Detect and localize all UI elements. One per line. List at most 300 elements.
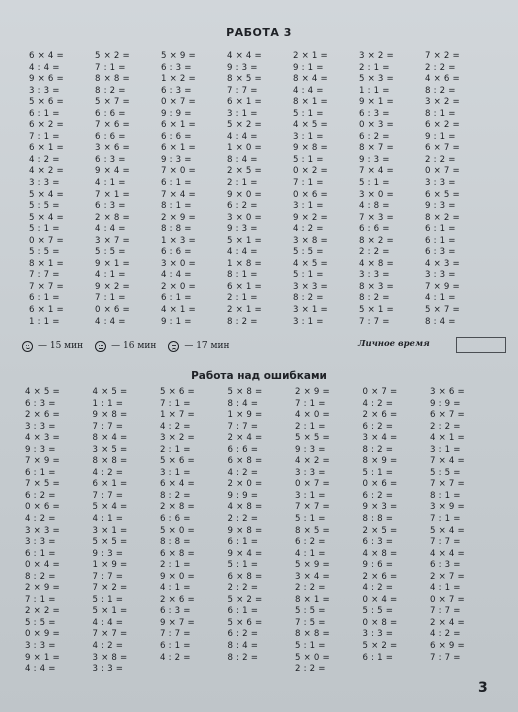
exercise-item: 7 : 1 = — [295, 398, 326, 409]
exercise-item: 5 × 7 = — [95, 97, 130, 108]
exercise-item: 3 : 1 = — [227, 108, 258, 119]
exercise-item: 6 : 3 = — [160, 606, 191, 617]
exercise-column — [228, 387, 296, 676]
exercise-item: 8 : 4 = — [227, 398, 259, 409]
exercise-item: 3 × 2 = — [359, 51, 394, 61]
exercise-item: 6 × 7 = — [425, 143, 460, 154]
exercise-item: 6 : 2 = — [295, 537, 326, 548]
exercise-item: 1 : 1 = — [92, 398, 124, 409]
exercise-item: 7 : 1 = — [430, 514, 461, 525]
exercise-item: 8 : 8 = — [161, 224, 192, 235]
exercise-item: 7 × 9 = — [425, 281, 460, 292]
exercise-item: 4 × 1 = — [430, 433, 465, 444]
exercise-item: 8 × 2 = — [425, 212, 460, 223]
exercise-item: 4 × 4 = — [227, 51, 262, 61]
exercise-item: 6 : 6 = — [95, 108, 126, 119]
exercise-item: 0 × 4 = — [25, 560, 60, 571]
exercise-column — [93, 387, 161, 676]
exercise-item: 2 × 9 = — [25, 583, 60, 594]
exercise-item: 7 × 7 = — [295, 502, 330, 513]
exercise-item: 2 : 1 = — [160, 560, 191, 571]
exercise-item: 4 : 4 = — [227, 247, 258, 258]
exercise-item: 4 × 5 = — [293, 258, 328, 269]
exercise-item: 9 × 3 = — [362, 502, 398, 513]
exercise-item: 3 : 3 = — [425, 270, 456, 281]
exercise-item: 9 × 8 = — [92, 410, 128, 421]
exercise-item: 5 : 1 = — [92, 594, 124, 605]
exercise-item: 1 × 8 = — [227, 258, 262, 269]
exercise-item: 0 × 3 = — [359, 120, 394, 131]
exercise-item: 9 × 0 = — [160, 571, 195, 582]
legend-time-17: — 17 мин — [184, 341, 230, 351]
exercise-item: 6 : 3 = — [95, 154, 126, 165]
exercise-item: 8 : 2 = — [227, 316, 258, 327]
exercise-item: 5 × 1 = — [92, 606, 128, 617]
exercise-item: 9 : 1 = — [161, 316, 192, 327]
personal-time-label: Личное время — [358, 339, 430, 349]
exercise-item: 3 : 1 = — [293, 131, 324, 142]
exercise-item: 6 : 1 = — [425, 235, 456, 246]
exercise-item: 8 : 1 = — [161, 201, 192, 212]
exercise-item: 5 : 1 = — [362, 467, 394, 478]
exercise-item: 5 : 1 = — [359, 178, 390, 189]
errors-section-title: Работа над ошибками — [191, 370, 327, 382]
exercise-item: 9 × 1 = — [25, 652, 60, 663]
exercise-item: 6 × 1 = — [227, 281, 262, 292]
exercise-item: 8 × 5 = — [227, 74, 262, 85]
exercise-item: 2 × 2 = — [25, 606, 60, 617]
exercise-item: 9 : 1 = — [293, 62, 324, 73]
exercise-item: 8 : 2 = — [227, 652, 259, 663]
exercise-item: 5 × 1 = — [227, 235, 262, 246]
exercise-item: 2 × 8 = — [95, 212, 130, 223]
exercise-item: 0 × 4 = — [362, 594, 398, 605]
exercise-item: 4 × 5 = — [293, 120, 328, 131]
exercise-item: 4 × 0 = — [295, 410, 330, 421]
exercise-item: 7 : 7 = — [92, 571, 124, 582]
exercise-column — [227, 51, 293, 328]
exercise-item: 6 : 2 = — [25, 490, 56, 501]
exercise-item: 8 : 2 = — [362, 444, 394, 455]
exercise-item: 3 × 3 = — [25, 525, 60, 536]
exercise-item: 4 × 5 = — [92, 387, 128, 397]
exercise-item: 2 × 6 = — [362, 571, 398, 582]
legend-item-17 — [168, 341, 229, 352]
exercise-item: 4 × 8 = — [359, 258, 394, 269]
exercise-item: 7 × 5 = — [25, 479, 60, 490]
exercise-item: 7 : 7 = — [227, 85, 258, 96]
exercise-item: 5 : 1 = — [29, 224, 60, 235]
exercise-item: 4 : 1 = — [295, 548, 326, 559]
exercise-item: 6 × 7 = — [430, 410, 465, 421]
exercise-item: 6 : 1 = — [227, 606, 259, 617]
exercise-item: 2 × 5 = — [227, 166, 262, 177]
exercise-item: 7 × 0 = — [161, 166, 196, 177]
exercise-item: 0 × 6 = — [25, 502, 60, 513]
exercise-column — [359, 51, 425, 328]
exercise-item: 2 × 1 = — [227, 305, 262, 316]
exercise-item: 5 : 5 = — [25, 617, 56, 628]
exercise-item: 2 : 2 = — [430, 421, 461, 432]
exercise-item: 6 : 6 = — [161, 131, 192, 142]
exercise-item: 4 : 1 = — [425, 293, 456, 304]
exercise-item: 7 : 7 = — [160, 629, 191, 640]
exercise-item: 0 × 6 = — [362, 479, 398, 490]
exercise-item: 4 : 4 = — [227, 131, 258, 142]
legend-item-15 — [22, 341, 83, 352]
exercise-item: 4 × 2 = — [295, 456, 330, 467]
exercise-item: 8 × 4 = — [293, 74, 328, 85]
neutral-face-icon — [95, 341, 106, 352]
exercise-item: 5 : 5 = — [95, 247, 126, 258]
exercise-item: 5 × 0 = — [160, 525, 195, 536]
exercise-item: 5 × 3 = — [359, 74, 394, 85]
exercise-item: 5 × 4 = — [29, 212, 64, 223]
exercise-item: 4 : 2 = — [227, 467, 259, 478]
exercise-item: 3 × 3 = — [293, 281, 328, 292]
exercise-item: 4 : 2 = — [430, 629, 461, 640]
exercise-item: 3 × 1 = — [92, 525, 128, 536]
exercise-item: 2 : 2 = — [295, 664, 326, 675]
exercise-item: 3 × 4 = — [295, 571, 330, 582]
exercise-item: 2 × 8 = — [160, 502, 195, 513]
exercise-item: 0 × 7 = — [29, 235, 64, 246]
exercise-item: 8 × 5 = — [295, 525, 330, 536]
exercise-item: 7 : 1 = — [95, 293, 126, 304]
exercise-item: 4 : 2 = — [160, 421, 191, 432]
exercise-item: 7 × 3 = — [359, 212, 394, 223]
exercise-item: 6 × 4 = — [29, 51, 64, 61]
exercise-item: 6 : 3 = — [161, 85, 192, 96]
exercise-item: 3 : 3 = — [425, 178, 456, 189]
exercise-item: 2 : 2 = — [295, 583, 326, 594]
exercise-item: 6 : 6 = — [95, 131, 126, 142]
exercise-item: 7 × 2 = — [92, 583, 128, 594]
exercise-item: 3 × 7 = — [95, 235, 130, 246]
exercise-item: 2 × 0 = — [227, 479, 263, 490]
exercise-item: 1 × 9 = — [92, 560, 128, 571]
exercise-item: 9 × 6 = — [29, 74, 64, 85]
exercise-item: 0 × 7 = — [295, 479, 330, 490]
exercise-item: 8 × 1 = — [295, 594, 330, 605]
exercise-item: 3 : 3 = — [359, 270, 390, 281]
exercise-item: 7 : 5 = — [295, 617, 326, 628]
exercise-item: 1 : 1 = — [29, 316, 60, 327]
exercise-item: 9 × 0 = — [227, 189, 262, 200]
exercise-item: 4 : 8 = — [359, 201, 390, 212]
exercise-item: 6 × 1 = — [29, 143, 64, 154]
exercise-item: 0 × 8 = — [362, 617, 398, 628]
exercise-item: 4 : 4 = — [25, 664, 56, 675]
exercise-item: 5 : 1 = — [227, 560, 259, 571]
exercise-item: 4 : 1 = — [160, 583, 191, 594]
exercise-item: 3 : 1 = — [295, 490, 326, 501]
exercise-item: 5 : 5 = — [29, 247, 60, 258]
exercise-item: 9 : 3 = — [227, 62, 258, 73]
exercise-item: 0 × 7 = — [425, 166, 460, 177]
exercise-item: 6 × 5 = — [425, 189, 460, 200]
exercise-item: 8 : 4 = — [227, 154, 258, 165]
exercise-item: 3 : 3 = — [92, 664, 124, 675]
exercise-item: 7 : 7 = — [29, 270, 60, 281]
exercise-item: 1 × 2 = — [161, 74, 196, 85]
exercise-item: 4 : 1 = — [95, 178, 126, 189]
exercise-item: 9 × 4 = — [227, 548, 263, 559]
exercise-column — [95, 51, 161, 328]
exercise-item: 8 : 1 = — [425, 108, 456, 119]
exercise-item: 6 : 2 = — [362, 421, 394, 432]
exercise-item: 2 : 2 = — [425, 62, 456, 73]
exercise-item: 4 : 4 = — [293, 85, 324, 96]
exercise-item: 3 × 1 = — [293, 305, 328, 316]
exercise-item: 2 × 1 = — [293, 51, 328, 61]
exercise-item: 0 × 7 = — [362, 387, 398, 397]
exercise-item: 5 × 2 = — [362, 641, 398, 652]
exercise-item: 5 : 5 = — [430, 467, 461, 478]
exercise-item: 5 × 6 = — [227, 617, 263, 628]
exercise-item: 0 × 9 = — [25, 629, 60, 640]
exercise-item: 8 × 1 = — [293, 97, 328, 108]
exercise-item: 6 : 1 = — [29, 293, 60, 304]
exercise-item: 3 : 3 = — [29, 85, 60, 96]
exercise-item: 0 × 7 = — [430, 594, 465, 605]
errors-exercise-grid — [25, 387, 498, 676]
exercise-item: 3 : 1 = — [430, 444, 461, 455]
work-title: РАБОТА 3 — [226, 26, 292, 39]
exercise-item: 3 : 1 = — [293, 316, 324, 327]
exercise-item: 3 × 6 = — [430, 387, 465, 397]
exercise-item: 4 × 8 = — [227, 502, 263, 513]
exercise-item: 6 : 1 = — [160, 641, 191, 652]
exercise-item: 7 × 2 = — [425, 51, 460, 61]
exercise-item: 9 : 3 = — [161, 154, 192, 165]
page-number: 3 — [478, 680, 488, 696]
exercise-item: 3 : 3 = — [362, 629, 394, 640]
exercise-item: 9 : 3 = — [295, 444, 326, 455]
exercise-item: 7 : 1 = — [29, 131, 60, 142]
exercise-item: 0 × 6 = — [293, 189, 328, 200]
exercise-item: 5 × 2 = — [95, 51, 130, 61]
exercise-item: 5 × 6 = — [160, 387, 195, 397]
exercise-item: 6 : 3 = — [95, 201, 126, 212]
exercise-item: 5 × 5 = — [295, 433, 330, 444]
exercise-item: 6 × 1 = — [227, 97, 262, 108]
work3-exercise-grid — [29, 51, 491, 328]
personal-time-box[interactable] — [456, 337, 506, 353]
exercise-item: 9 × 2 = — [293, 212, 328, 223]
exercise-item: 6 : 1 = — [227, 537, 259, 548]
exercise-item: 3 : 3 = — [25, 641, 56, 652]
exercise-item: 6 : 3 = — [430, 560, 461, 571]
exercise-item: 6 × 9 = — [430, 641, 465, 652]
exercise-item: 2 × 9 = — [161, 212, 196, 223]
exercise-item: 5 : 5 = — [29, 201, 60, 212]
exercise-item: 4 : 4 = — [161, 270, 192, 281]
exercise-item: 7 : 7 = — [430, 606, 461, 617]
exercise-item: 3 × 0 = — [227, 212, 262, 223]
exercise-item: 3 × 0 = — [161, 258, 196, 269]
exercise-item: 3 : 3 = — [25, 537, 56, 548]
sad-face-icon — [168, 341, 179, 352]
exercise-column — [161, 51, 227, 328]
exercise-column — [430, 387, 498, 676]
exercise-item: 5 : 1 = — [295, 641, 326, 652]
exercise-item: 9 × 8 = — [227, 525, 263, 536]
exercise-item: 6 × 8 = — [227, 571, 263, 582]
exercise-item: 1 × 3 = — [161, 235, 196, 246]
exercise-item: 9 : 3 = — [92, 548, 124, 559]
exercise-item: 4 × 5 = — [25, 387, 60, 397]
exercise-item: 5 × 5 = — [92, 537, 128, 548]
exercise-item: 7 × 9 = — [25, 456, 60, 467]
exercise-item: 8 : 1 = — [227, 270, 258, 281]
exercise-item: 6 × 2 = — [425, 120, 460, 131]
exercise-item: 9 : 9 = — [430, 398, 461, 409]
exercise-item: 2 × 0 = — [161, 281, 196, 292]
exercise-item: 4 × 8 = — [362, 548, 398, 559]
exercise-column — [160, 387, 228, 676]
exercise-item: 2 : 1 = — [295, 421, 326, 432]
exercise-item: 9 : 3 = — [25, 444, 56, 455]
exercise-item: 6 × 8 = — [160, 548, 195, 559]
exercise-item: 5 : 5 = — [293, 247, 324, 258]
exercise-item: 4 : 2 = — [25, 514, 56, 525]
exercise-item: 7 : 1 = — [293, 178, 324, 189]
exercise-item: 4 × 1 = — [161, 305, 196, 316]
exercise-item: 8 × 9 = — [362, 456, 398, 467]
exercise-item: 4 : 2 = — [160, 652, 191, 663]
exercise-column — [29, 51, 95, 328]
exercise-item: 3 × 0 = — [359, 189, 394, 200]
exercise-item: 2 × 5 = — [362, 525, 398, 536]
exercise-item: 6 : 1 = — [425, 224, 456, 235]
smiley-icon — [22, 341, 33, 352]
exercise-item: 4 × 2 = — [29, 166, 64, 177]
exercise-item: 4 × 4 = — [430, 548, 465, 559]
exercise-item: 8 × 2 = — [359, 235, 394, 246]
exercise-item: 2 : 1 = — [359, 62, 390, 73]
exercise-item: 7 : 7 = — [92, 490, 124, 501]
exercise-item: 3 × 8 = — [92, 652, 128, 663]
exercise-item: 7 : 7 = — [92, 421, 124, 432]
exercise-item: 2 × 4 = — [227, 433, 263, 444]
exercise-item: 4 : 2 = — [92, 641, 124, 652]
exercise-item: 2 : 1 = — [227, 293, 258, 304]
exercise-column — [295, 387, 363, 676]
exercise-item: 2 × 6 = — [160, 594, 195, 605]
exercise-item: 6 : 6 = — [160, 514, 191, 525]
exercise-item: 6 × 1 = — [161, 143, 196, 154]
exercise-item: 6 : 1 = — [161, 293, 192, 304]
exercise-item: 3 × 9 = — [430, 502, 465, 513]
exercise-item: 5 : 1 = — [295, 514, 326, 525]
exercise-item: 4 : 2 = — [293, 224, 324, 235]
exercise-item: 5 × 4 = — [430, 525, 465, 536]
exercise-item: 7 : 7 = — [430, 652, 461, 663]
exercise-item: 5 × 1 = — [359, 305, 394, 316]
exercise-item: 9 : 3 = — [359, 154, 390, 165]
exercise-item: 4 × 6 = — [425, 74, 460, 85]
exercise-item: 3 × 2 = — [425, 97, 460, 108]
exercise-item: 3 : 3 = — [29, 178, 60, 189]
legend-time-15: — 15 мин — [38, 341, 84, 351]
exercise-item: 2 : 2 = — [359, 247, 390, 258]
exercise-item: 3 × 4 = — [362, 433, 398, 444]
exercise-item: 4 : 2 = — [29, 154, 60, 165]
time-legend — [22, 337, 492, 355]
legend-item-16 — [95, 341, 156, 352]
exercise-item: 0 × 6 = — [95, 305, 130, 316]
exercise-column — [425, 51, 491, 328]
exercise-item: 7 : 1 = — [95, 62, 126, 73]
exercise-item: 7 × 7 = — [29, 281, 64, 292]
exercise-item: 9 × 8 = — [293, 143, 328, 154]
exercise-item: 2 : 2 = — [227, 583, 259, 594]
exercise-item: 5 : 1 = — [293, 154, 324, 165]
exercise-item: 5 : 1 = — [293, 270, 324, 281]
exercise-item: 5 × 7 = — [425, 305, 460, 316]
exercise-item: 8 × 8 = — [295, 629, 330, 640]
exercise-item: 3 : 1 = — [160, 467, 191, 478]
exercise-item: 6 : 1 = — [161, 178, 192, 189]
exercise-item: 5 × 9 = — [295, 560, 330, 571]
exercise-item: 8 × 8 = — [95, 74, 130, 85]
exercise-item: 1 × 7 = — [160, 410, 195, 421]
exercise-item: 6 : 2 = — [359, 131, 390, 142]
exercise-item: 6 : 2 = — [362, 490, 394, 501]
exercise-item: 9 : 9 = — [161, 108, 192, 119]
exercise-column — [293, 51, 359, 328]
exercise-item: 3 : 3 = — [295, 467, 326, 478]
exercise-item: 7 : 1 = — [25, 594, 56, 605]
exercise-item: 4 × 3 = — [425, 258, 460, 269]
exercise-item: 7 : 7 = — [227, 421, 259, 432]
exercise-item: 4 : 4 = — [92, 617, 124, 628]
exercise-item: 5 × 4 = — [92, 502, 128, 513]
exercise-item: 6 : 1 = — [362, 652, 394, 663]
exercise-item: 2 × 7 = — [430, 571, 465, 582]
exercise-item: 7 × 7 = — [430, 479, 465, 490]
exercise-item: 6 × 1 = — [29, 305, 64, 316]
exercise-item: 4 × 3 = — [25, 433, 60, 444]
exercise-item: 5 × 2 = — [227, 120, 262, 131]
exercise-item: 9 : 6 = — [362, 560, 394, 571]
exercise-column — [363, 387, 431, 676]
exercise-item: 6 : 3 = — [425, 247, 456, 258]
exercise-item: 6 : 3 = — [161, 62, 192, 73]
exercise-item: 8 : 8 = — [362, 514, 394, 525]
exercise-item: 8 : 2 = — [425, 85, 456, 96]
exercise-item: 6 : 6 = — [161, 247, 192, 258]
exercise-item: 8 × 8 = — [92, 456, 128, 467]
exercise-item: 4 : 4 = — [95, 316, 126, 327]
exercise-item: 2 : 2 = — [227, 514, 259, 525]
exercise-item: 5 : 1 = — [293, 108, 324, 119]
exercise-item: 1 × 9 = — [227, 410, 263, 421]
exercise-item: 8 : 4 = — [425, 316, 456, 327]
exercise-item: 8 : 2 = — [359, 293, 390, 304]
exercise-item: 9 : 3 = — [425, 201, 456, 212]
exercise-item: 2 × 6 = — [25, 410, 60, 421]
exercise-item: 0 × 2 = — [293, 166, 328, 177]
exercise-item: 6 : 1 = — [25, 467, 56, 478]
exercise-item: 9 : 9 = — [227, 490, 259, 501]
exercise-item: 1 : 1 = — [359, 85, 390, 96]
exercise-item: 0 × 7 = — [161, 97, 196, 108]
exercise-item: 9 × 7 = — [160, 617, 195, 628]
exercise-item: 8 × 7 = — [359, 143, 394, 154]
exercise-item: 8 : 2 = — [95, 85, 126, 96]
